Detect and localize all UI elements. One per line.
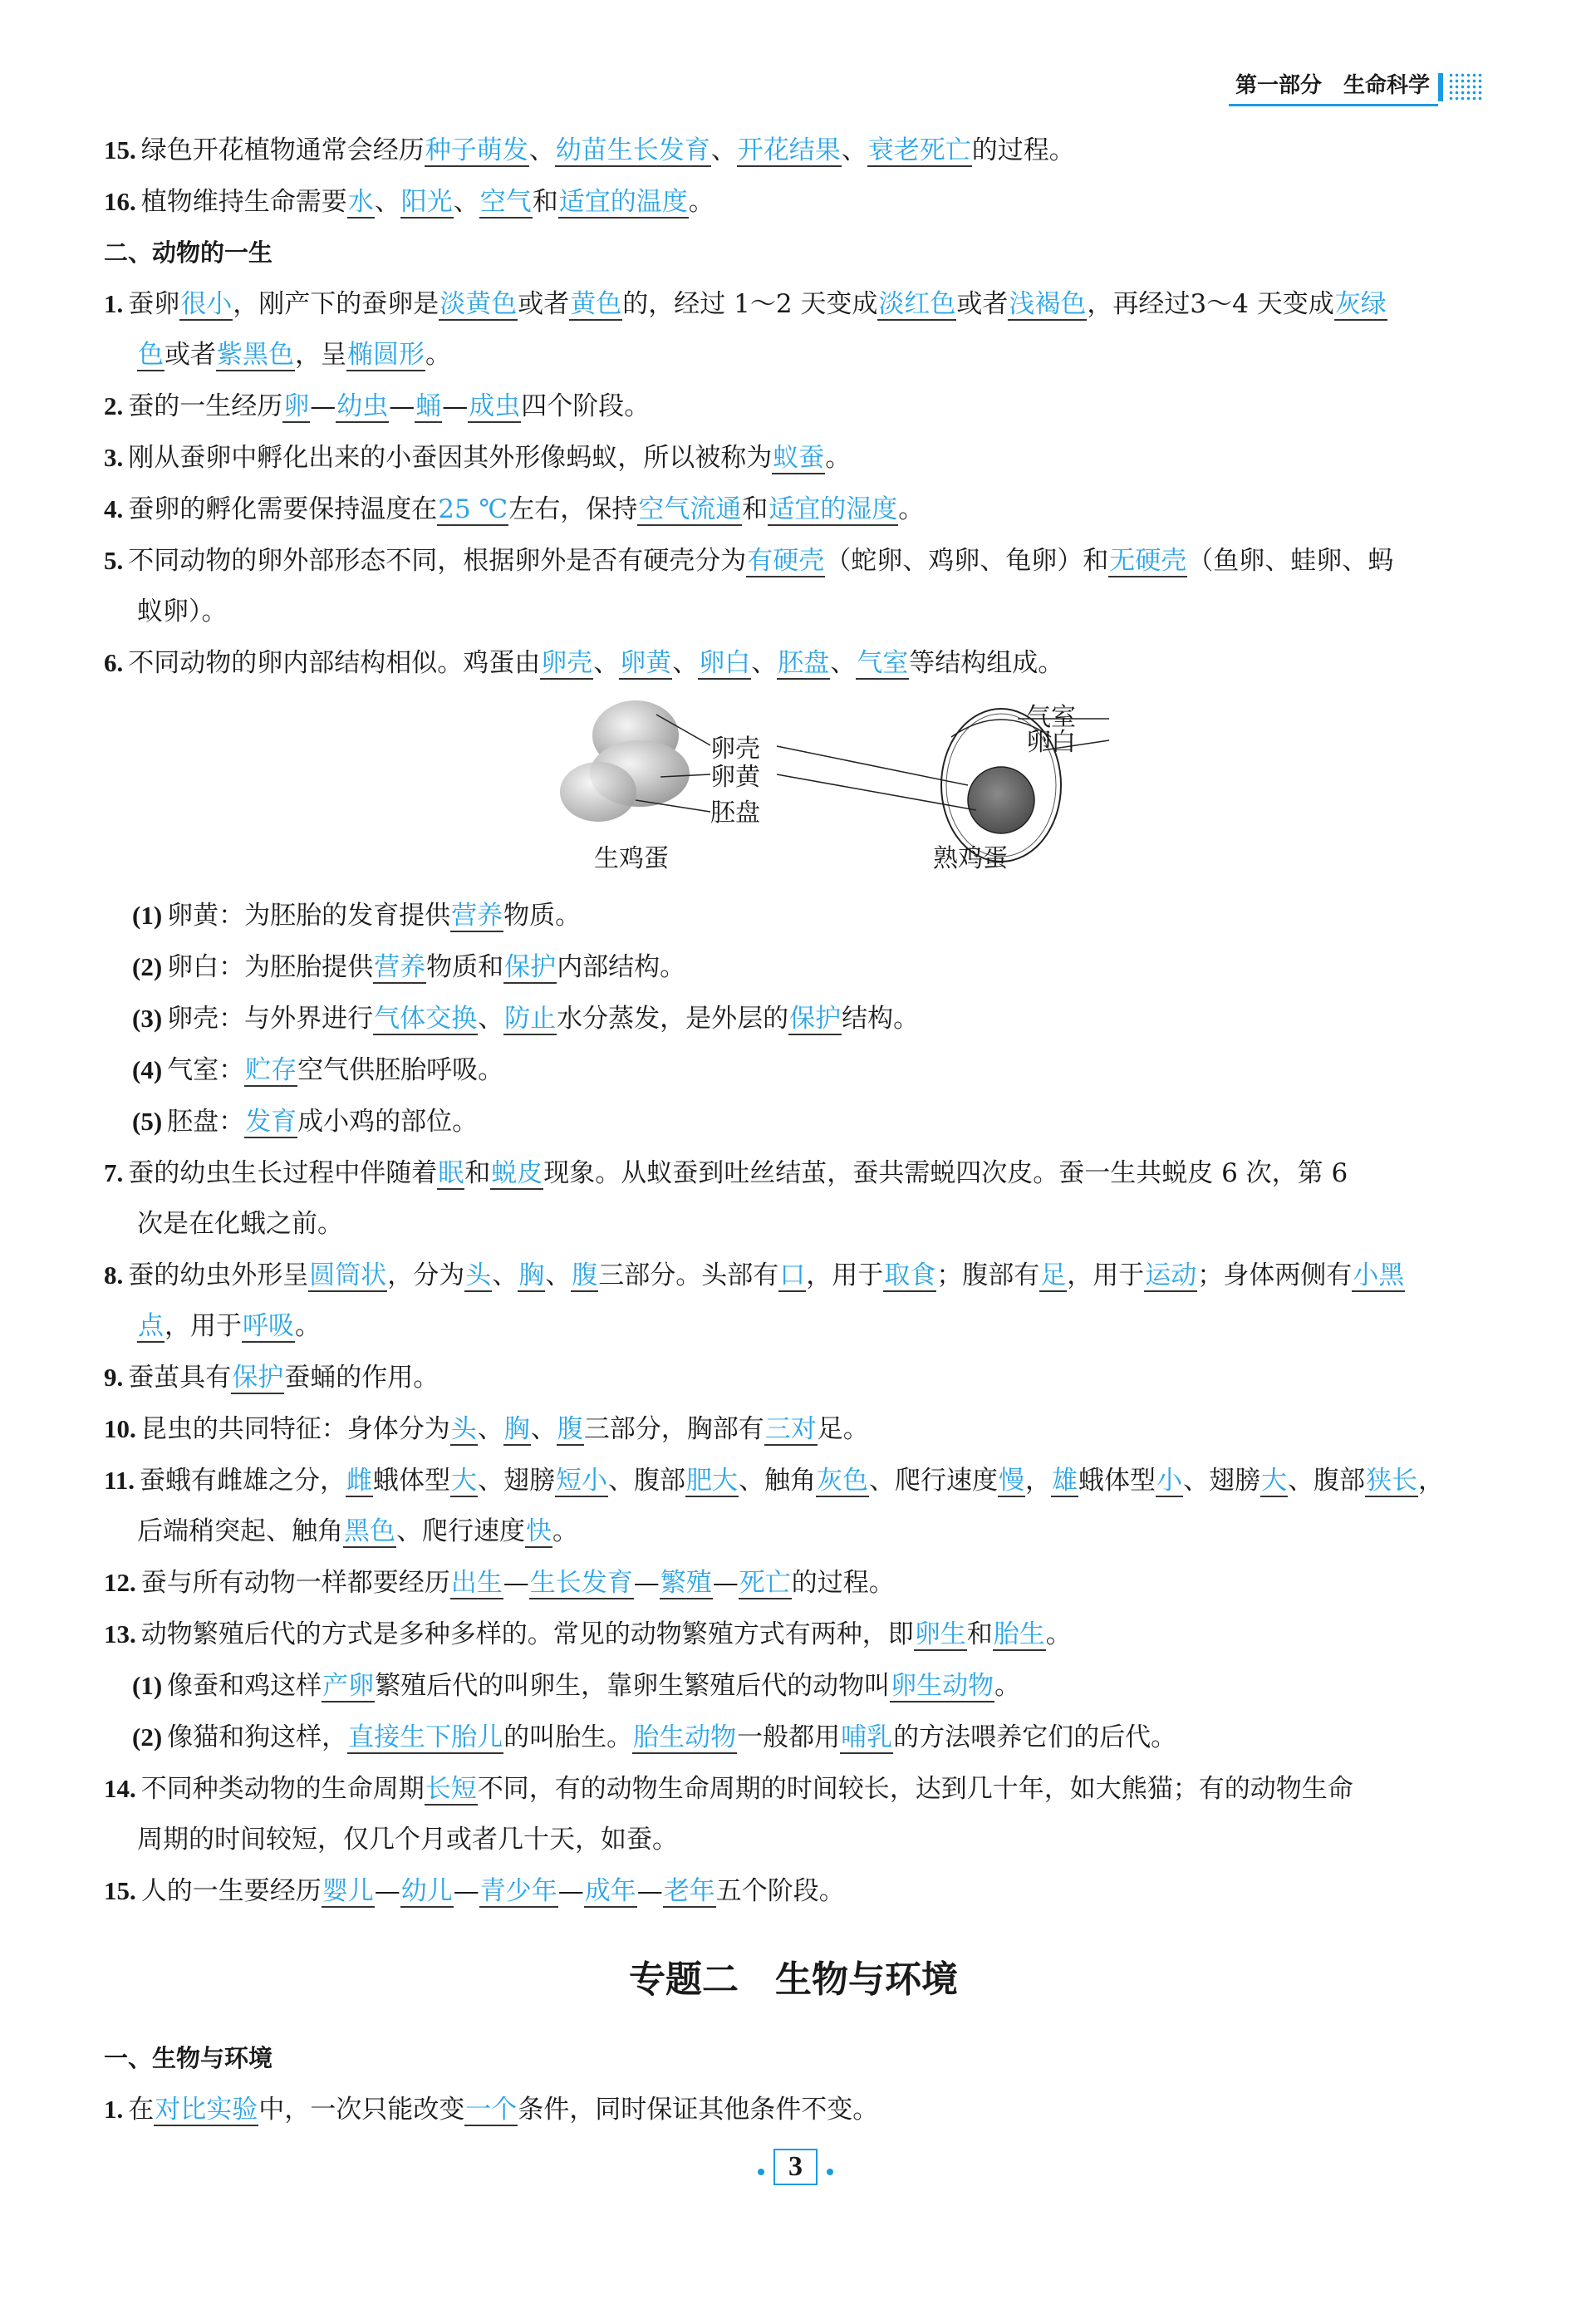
answer-text: 对比实验 bbox=[155, 2095, 258, 2125]
question-text: （鱼卵、蛙卵、蚂 bbox=[1187, 546, 1394, 576]
question-text: 、 bbox=[710, 135, 737, 165]
question-text: 不同种类动物的生命周期 bbox=[140, 1774, 425, 1804]
answer-text: 卵白 bbox=[699, 648, 751, 678]
raw-egg-piece-shape bbox=[560, 762, 636, 822]
header-label: 第一部分 生命科学 bbox=[1229, 68, 1438, 106]
item-number: (2) bbox=[132, 952, 163, 981]
item-number: 4. bbox=[104, 494, 124, 523]
question-text: 、 bbox=[530, 1414, 557, 1444]
answer-text: 水 bbox=[347, 187, 374, 217]
answer-text: 狭长 bbox=[1366, 1466, 1418, 1496]
answer-text: 椭圆形 bbox=[347, 340, 425, 370]
question-text: — bbox=[389, 391, 415, 421]
question-text: ， bbox=[1025, 1466, 1052, 1496]
question-text: — bbox=[557, 1876, 584, 1906]
question-text: 物质和 bbox=[426, 952, 504, 982]
question-text: 、 bbox=[374, 187, 400, 217]
answer-text: 卵生动物 bbox=[891, 1671, 994, 1701]
topic-title: 专题二 生物与环境 bbox=[629, 1958, 958, 2001]
item bbox=[104, 1250, 1483, 1352]
question-text: ，刚产下的蚕卵是 bbox=[233, 289, 439, 319]
egg-figure bbox=[104, 694, 1483, 885]
question-text: 、 bbox=[841, 135, 867, 165]
page-number: 3 bbox=[773, 2149, 818, 2185]
answer-text: 胎生 bbox=[993, 1619, 1045, 1649]
question-text: 像猫和狗这样， bbox=[167, 1722, 348, 1752]
answer-text: 运动 bbox=[1145, 1260, 1197, 1290]
item bbox=[104, 941, 1483, 993]
answer-text: 卵黄 bbox=[620, 648, 672, 678]
answer-text: 出生 bbox=[450, 1568, 503, 1598]
question-text: 、 bbox=[477, 1414, 503, 1444]
question-text: 和 bbox=[966, 1619, 993, 1649]
item bbox=[104, 1455, 1483, 1557]
answer-text: 色 bbox=[138, 340, 164, 370]
label-air-chamber: 气室 bbox=[1026, 703, 1076, 732]
question-text: 蛾体型 bbox=[373, 1466, 451, 1496]
item-continuation bbox=[104, 1199, 1483, 1250]
answer-text: 蜕皮 bbox=[491, 1158, 543, 1188]
answer-text: 淡黄色 bbox=[439, 289, 518, 319]
question-text: 左右，保持 bbox=[508, 494, 638, 524]
answer-text: 灰绿 bbox=[1334, 289, 1387, 319]
question-text: （蛇卵、鸡卵、龟卵）和 bbox=[825, 546, 1109, 576]
question-text: 气室： bbox=[167, 1055, 245, 1085]
question-text: 条件，同时保证其他条件不变。 bbox=[518, 2095, 879, 2125]
question-text: 卵黄：为胚胎的发育提供 bbox=[167, 901, 451, 931]
answer-text: 开花结果 bbox=[737, 135, 841, 165]
answer-text: 雌 bbox=[346, 1466, 373, 1496]
item bbox=[104, 1763, 1483, 1865]
item bbox=[104, 2084, 1483, 2135]
question-text: 。 bbox=[688, 187, 714, 217]
answer-text: 繁殖 bbox=[660, 1568, 712, 1598]
question-text: — bbox=[442, 391, 469, 421]
label-disc: 胚盘 bbox=[710, 798, 760, 828]
item bbox=[104, 535, 1483, 637]
item-continuation bbox=[104, 1815, 1483, 1865]
answer-text: 适宜的湿度 bbox=[768, 494, 898, 524]
question-text: 卵壳：与外界进行 bbox=[167, 1004, 374, 1034]
question-text: 蚕卵 bbox=[128, 289, 180, 319]
answer-text: 保护 bbox=[232, 1363, 284, 1393]
question-text: 的方法喂养它们的后代。 bbox=[893, 1722, 1177, 1752]
answer-text: 黄色 bbox=[570, 289, 622, 319]
question-text: 绿色开花植物通常会经历 bbox=[140, 135, 425, 165]
question-text: 不同，有的动物生命周期的时间较长，达到几十年，如大熊猫；有的动物生命 bbox=[477, 1774, 1353, 1804]
item bbox=[104, 637, 1483, 689]
caption-raw-egg: 生鸡蛋 bbox=[594, 844, 669, 873]
answer-text: 点 bbox=[138, 1311, 164, 1341]
item-number: 3. bbox=[104, 443, 124, 472]
item-number: 5. bbox=[104, 546, 124, 575]
answer-text: 大 bbox=[1261, 1466, 1288, 1496]
question-text: 蚕蛹的作用。 bbox=[284, 1363, 439, 1393]
question-text: 内部结构。 bbox=[557, 952, 686, 982]
question-text: 和 bbox=[532, 187, 558, 217]
item-number: (5) bbox=[132, 1107, 163, 1136]
item-number: 9. bbox=[104, 1363, 124, 1392]
question-text: — bbox=[374, 1876, 400, 1906]
question-text: — bbox=[310, 391, 336, 421]
item-continuation bbox=[104, 587, 1483, 637]
question-text: 在 bbox=[128, 2095, 155, 2125]
question-text: — bbox=[636, 1876, 663, 1906]
question-text: 昆虫的共同特征：身体分为 bbox=[140, 1414, 450, 1444]
item-number: 14. bbox=[104, 1774, 136, 1803]
question-text: 人的一生要经历 bbox=[140, 1876, 322, 1906]
answer-text: 头 bbox=[450, 1414, 477, 1444]
item-number: 11. bbox=[104, 1466, 135, 1495]
question-text: 。 bbox=[898, 494, 925, 524]
content bbox=[104, 125, 1483, 2135]
question-text: 水分蒸发，是外层的 bbox=[557, 1004, 789, 1034]
answer-text: 空气流通 bbox=[638, 494, 742, 524]
answer-text: 幼虫 bbox=[336, 391, 389, 421]
question-text: 胚盘： bbox=[167, 1107, 245, 1137]
answer-text: 腹 bbox=[557, 1414, 583, 1444]
answer-text: 腹 bbox=[572, 1260, 598, 1290]
answer-text: 慢 bbox=[999, 1466, 1025, 1496]
question-text: 蚕的幼虫外形呈 bbox=[128, 1260, 309, 1290]
item-continuation bbox=[104, 330, 1483, 381]
question-text: 、翅膀 bbox=[478, 1466, 556, 1496]
answer-text: 很小 bbox=[180, 289, 233, 319]
item-number: (2) bbox=[132, 1722, 163, 1752]
question-text: 五个阶段。 bbox=[715, 1876, 845, 1906]
item-number: 13. bbox=[104, 1619, 136, 1648]
answer-text: 幼苗生长发育 bbox=[555, 135, 710, 165]
answer-text: 眠 bbox=[438, 1158, 464, 1188]
question-text: 不同动物的卵外部形态不同，根据卵外是否有硬壳分为 bbox=[128, 546, 747, 576]
question-text: 、腹部 bbox=[1288, 1466, 1366, 1496]
answer-text: 青少年 bbox=[479, 1876, 557, 1906]
question-text: 、 bbox=[545, 1260, 572, 1290]
question-text: 。 bbox=[425, 340, 451, 370]
answer-text: 灰色 bbox=[817, 1466, 869, 1496]
answer-text: 衰老死亡 bbox=[867, 135, 971, 165]
cooked-egg-yolk-shape bbox=[968, 767, 1034, 833]
item bbox=[104, 1865, 1483, 1917]
answer-text: 胸 bbox=[518, 1260, 545, 1290]
question-text: 、 bbox=[751, 648, 778, 678]
question-text: ，分为 bbox=[387, 1260, 465, 1290]
item bbox=[104, 1352, 1483, 1403]
answer-text: 紫黑色 bbox=[217, 340, 294, 370]
question-text: ，再经过3～4 天变成 bbox=[1087, 289, 1334, 319]
answer-text: 老年 bbox=[663, 1876, 715, 1906]
question-text: ，用于 bbox=[1067, 1260, 1145, 1290]
answer-text: 营养 bbox=[374, 952, 426, 982]
answer-text: 幼儿 bbox=[400, 1876, 453, 1906]
question-text: 四个阶段。 bbox=[521, 391, 651, 421]
answer-text: 保护 bbox=[789, 1004, 842, 1034]
item-number: 1. bbox=[104, 289, 124, 318]
question-text: 三部分。头部有 bbox=[598, 1260, 779, 1290]
running-header bbox=[1229, 68, 1483, 106]
question-text: 蚕的幼虫生长过程中伴随着 bbox=[128, 1158, 438, 1188]
item-continuation bbox=[104, 1301, 1483, 1352]
question-text: 三部分，胸部有 bbox=[583, 1414, 764, 1444]
question-text: 次是在化蛾之前。 bbox=[137, 1209, 343, 1239]
question-text: 周期的时间较短，仅几个月或者几十天，如蚕。 bbox=[137, 1825, 678, 1855]
answer-text: 空气 bbox=[479, 187, 532, 217]
question-text: — bbox=[503, 1568, 529, 1598]
answer-text: 肥大 bbox=[686, 1466, 739, 1496]
question-text: 的过程。 bbox=[971, 135, 1075, 165]
question-text: 蚕的一生经历 bbox=[128, 391, 283, 421]
answer-text: 营养 bbox=[451, 901, 503, 931]
question-text: 刚从蚕卵中孵化出来的小蚕因其外形像蚂蚁，所以被称为 bbox=[128, 443, 773, 473]
item-number: (3) bbox=[132, 1004, 163, 1033]
question-text: 、爬行速度 bbox=[396, 1516, 525, 1546]
answer-text: 气室 bbox=[857, 648, 909, 678]
question-text: — bbox=[712, 1568, 739, 1598]
question-text: 蚕卵的孵化需要保持温度在 bbox=[128, 494, 438, 524]
answer-text: 发育 bbox=[245, 1107, 297, 1137]
item bbox=[104, 484, 1483, 535]
question-text: 。 bbox=[1045, 1619, 1072, 1649]
answer-text: 淡红色 bbox=[878, 289, 956, 319]
answer-text: 成虫 bbox=[469, 391, 521, 421]
item bbox=[104, 1712, 1483, 1763]
answer-text: 蚁蚕 bbox=[773, 443, 825, 473]
answer-text: 口 bbox=[779, 1260, 806, 1290]
answer-text: 气体交换 bbox=[374, 1004, 478, 1034]
item-number: 8. bbox=[104, 1260, 124, 1290]
item-number: 2. bbox=[104, 391, 124, 420]
header-bar bbox=[1438, 73, 1443, 101]
question-text: 。 bbox=[994, 1671, 1021, 1701]
question-text: 或者 bbox=[518, 289, 570, 319]
item bbox=[104, 381, 1483, 432]
answer-text: 成年 bbox=[584, 1876, 636, 1906]
answer-text: 生长发育 bbox=[529, 1568, 633, 1598]
question-text: 和 bbox=[464, 1158, 491, 1188]
question-text: 的叫胎生。 bbox=[503, 1722, 633, 1752]
item-number: 15. bbox=[104, 1876, 136, 1905]
item-number: 6. bbox=[104, 648, 124, 677]
question-text: 、 bbox=[478, 1004, 504, 1034]
answer-text: 小黑 bbox=[1353, 1260, 1405, 1290]
question-text: ， bbox=[1418, 1466, 1445, 1496]
page-number-dot-left bbox=[758, 2169, 764, 2175]
answer-text: 长短 bbox=[425, 1774, 477, 1804]
question-text: 。 bbox=[825, 443, 852, 473]
answer-text: 保护 bbox=[504, 952, 557, 982]
question-text: 、 bbox=[453, 187, 479, 217]
question-text: 蚁卵）。 bbox=[137, 597, 228, 626]
item bbox=[104, 1147, 1483, 1250]
question-text: 后端稍突起、触角 bbox=[137, 1516, 343, 1546]
answer-text: 适宜的温度 bbox=[558, 187, 688, 217]
question-text: 结构。 bbox=[842, 1004, 920, 1034]
label-egg-white: 卵白 bbox=[1026, 728, 1076, 757]
section-heading: 一、生物与环境 bbox=[104, 2044, 273, 2072]
question-text: 中，一次只能改变 bbox=[258, 2095, 465, 2125]
question-text: 物质。 bbox=[503, 901, 582, 931]
item bbox=[104, 1403, 1483, 1455]
item bbox=[104, 278, 1483, 381]
question-text: 。 bbox=[552, 1516, 578, 1546]
answer-text: 胚盘 bbox=[778, 648, 830, 678]
item-number: (1) bbox=[132, 901, 163, 930]
caption-cooked-egg: 熟鸡蛋 bbox=[933, 844, 1008, 873]
answer-text: 取食 bbox=[884, 1260, 936, 1290]
question-text: 动物繁殖后代的方式是多种多样的。常见的动物繁殖方式有两种，即 bbox=[140, 1619, 914, 1649]
question-text: 或者 bbox=[165, 340, 216, 370]
question-text: 、 bbox=[492, 1260, 518, 1290]
question-text: 繁殖后代的叫卵生，靠卵生繁殖后代的动物叫 bbox=[375, 1671, 891, 1701]
question-text: 蛾体型 bbox=[1078, 1466, 1156, 1496]
answer-text: 呼吸 bbox=[243, 1311, 294, 1341]
item-continuation bbox=[104, 1506, 1483, 1557]
item bbox=[104, 993, 1483, 1044]
question-text: 和 bbox=[742, 494, 768, 524]
item-number: 1. bbox=[104, 2095, 124, 2124]
question-text: 蚕茧具有 bbox=[128, 1363, 232, 1393]
question-text: 、翅膀 bbox=[1183, 1466, 1261, 1496]
question-text: 、 bbox=[672, 648, 699, 678]
item-number: 16. bbox=[104, 187, 136, 216]
item bbox=[104, 1609, 1483, 1660]
answer-text: 卵生 bbox=[914, 1619, 966, 1649]
answer-text: 足 bbox=[1040, 1260, 1067, 1290]
question-text: 、爬行速度 bbox=[869, 1466, 999, 1496]
question-text: 的过程。 bbox=[791, 1568, 895, 1598]
question-text: 、 bbox=[830, 648, 857, 678]
label-yolk: 卵黄 bbox=[710, 763, 760, 792]
page-number-dot-right bbox=[827, 2169, 833, 2175]
question-text: 空气供胚胎呼吸。 bbox=[297, 1055, 504, 1085]
question-text: 足。 bbox=[817, 1414, 869, 1444]
item-number: 7. bbox=[104, 1158, 124, 1187]
item-number: 12. bbox=[104, 1568, 136, 1597]
answer-text: 阳光 bbox=[400, 187, 453, 217]
answer-text: 卵 bbox=[283, 391, 310, 421]
question-text: 现象。从蚁蚕到吐丝结茧，蚕共需蜕四次皮。蚕一生共蜕皮 6 次，第 6 bbox=[543, 1158, 1348, 1188]
answer-text: 25 ℃ bbox=[438, 494, 508, 524]
answer-text: 头 bbox=[465, 1260, 492, 1290]
answer-text: 小 bbox=[1156, 1466, 1183, 1496]
page-number-area bbox=[0, 2149, 1591, 2185]
question-text: 的，经过 1～2 天变成 bbox=[622, 289, 878, 319]
answer-text: 黑色 bbox=[344, 1516, 395, 1546]
question-text: 等结构组成。 bbox=[909, 648, 1064, 678]
question-text: 、触角 bbox=[739, 1466, 817, 1496]
answer-text: 婴儿 bbox=[322, 1876, 374, 1906]
item-number: (4) bbox=[132, 1055, 163, 1084]
question-text: ，用于 bbox=[165, 1311, 242, 1341]
question-text: — bbox=[633, 1568, 660, 1598]
answer-text: 哺乳 bbox=[841, 1722, 893, 1752]
question-text: 、 bbox=[528, 135, 555, 165]
item bbox=[104, 890, 1483, 941]
question-text: 、 bbox=[593, 648, 620, 678]
section-heading: 二、动物的一生 bbox=[104, 238, 273, 267]
question-text: 成小鸡的部位。 bbox=[297, 1107, 479, 1137]
item bbox=[104, 1557, 1483, 1609]
answer-text: 卵壳 bbox=[541, 648, 593, 678]
answer-text: 直接生下胎儿 bbox=[348, 1722, 503, 1752]
question-text: ；身体两侧有 bbox=[1197, 1260, 1353, 1290]
answer-text: 贮存 bbox=[245, 1055, 297, 1085]
item bbox=[104, 1096, 1483, 1147]
answer-text: 无硬壳 bbox=[1109, 546, 1187, 576]
question-text: 植物维持生命需要 bbox=[140, 187, 347, 217]
answer-text: 胸 bbox=[503, 1414, 530, 1444]
answer-text: 短小 bbox=[556, 1466, 608, 1496]
question-text: 蚕与所有动物一样都要经历 bbox=[140, 1568, 450, 1598]
item-number: 15. bbox=[104, 135, 136, 165]
answer-text: 种子萌发 bbox=[425, 135, 528, 165]
answer-text: 产卵 bbox=[322, 1671, 375, 1701]
item bbox=[104, 176, 1483, 228]
item-number: (1) bbox=[132, 1671, 163, 1700]
item bbox=[104, 432, 1483, 484]
answer-text: 快 bbox=[526, 1516, 552, 1546]
answer-text: 一个 bbox=[465, 2095, 518, 2125]
header-dots-ornament bbox=[1448, 72, 1483, 102]
item bbox=[104, 125, 1483, 176]
question-text: 卵白：为胚胎提供 bbox=[167, 952, 374, 982]
question-text: 或者 bbox=[956, 289, 1009, 319]
question-text: 、腹部 bbox=[608, 1466, 686, 1496]
item bbox=[104, 1044, 1483, 1096]
answer-text: 胎生动物 bbox=[633, 1722, 737, 1752]
question-text: 像蚕和鸡这样 bbox=[167, 1671, 322, 1701]
question-text: 不同动物的卵内部结构相似。鸡蛋由 bbox=[128, 648, 541, 678]
question-text: 。 bbox=[295, 1311, 321, 1341]
item bbox=[104, 1660, 1483, 1712]
answer-text: 有硬壳 bbox=[747, 546, 825, 576]
question-text: ，用于 bbox=[806, 1260, 884, 1290]
question-text: ，呈 bbox=[295, 340, 346, 370]
answer-text: 蛹 bbox=[415, 391, 442, 421]
question-text: — bbox=[453, 1876, 479, 1906]
answer-text: 大 bbox=[451, 1466, 478, 1496]
item-number: 10. bbox=[104, 1414, 136, 1443]
label-shell: 卵壳 bbox=[710, 735, 760, 764]
question-text: ；腹部有 bbox=[936, 1260, 1040, 1290]
answer-text: 死亡 bbox=[739, 1568, 791, 1598]
answer-text: 雄 bbox=[1052, 1466, 1078, 1496]
answer-text: 圆筒状 bbox=[309, 1260, 387, 1290]
answer-text: 浅褐色 bbox=[1009, 289, 1087, 319]
answer-text: 防止 bbox=[504, 1004, 557, 1034]
answer-text: 三对 bbox=[764, 1414, 817, 1444]
question-text: 蚕蛾有雌雄之分， bbox=[140, 1466, 346, 1496]
question-text: 一般都用 bbox=[737, 1722, 841, 1752]
